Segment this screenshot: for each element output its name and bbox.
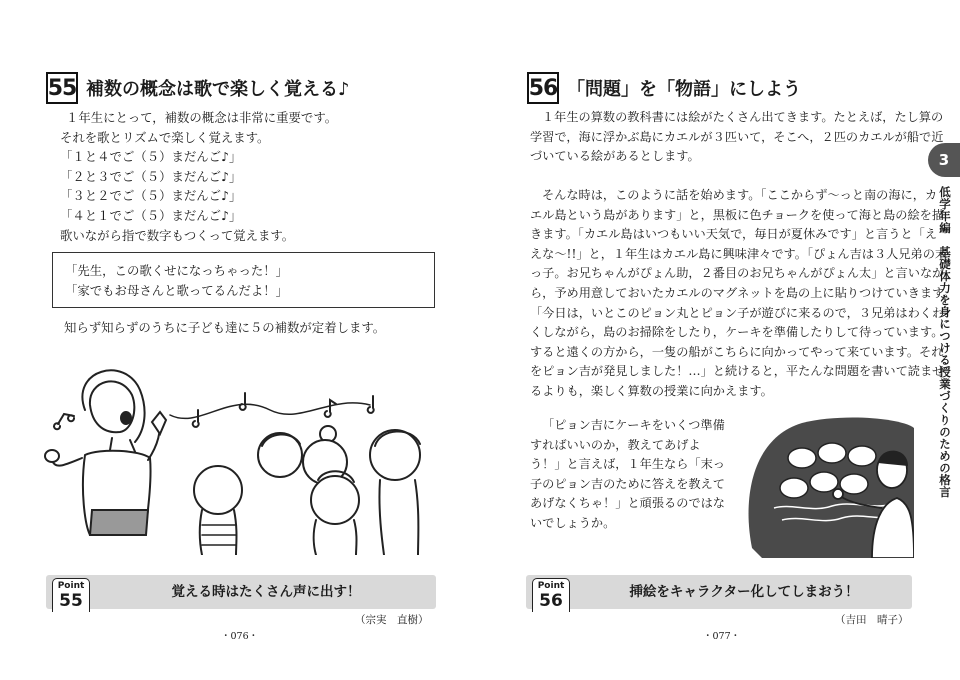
- quote-line: 「家でもお母さんと歌ってるんだよ！」: [65, 283, 289, 298]
- point-56-bar: [526, 575, 912, 609]
- text-line: 「２と３でご（５）まだんご♪」: [60, 168, 242, 184]
- text-line: 知らず知らずのうちに子ども達に５の補数が定着します。: [64, 320, 386, 335]
- section-56-heading: [527, 72, 801, 104]
- point-text: 挿絵をキャラクター化してしまおう！: [629, 584, 859, 600]
- text-line: っ子。お兄ちゃんがぴょん助，２番目のお兄ちゃんがぴょん太」と言いなが: [530, 266, 945, 281]
- author: （吉田 晴子）: [835, 614, 909, 626]
- point-number: 56: [539, 591, 563, 611]
- text-line: 子のピョン吉のために答えを教えて: [530, 476, 725, 491]
- text-line: ら，予め用意しておいたカエルのマグネットを島の上に貼りつけていきます。: [530, 285, 956, 300]
- text-line: １年生の算数の教科書には絵がたくさん出てきます。たとえば，たし算の: [542, 110, 944, 124]
- chapter-side-title: 低学年編 基礎体力を身につける授業づくりのための格言: [938, 186, 952, 498]
- text-line: 歌いながら指で数字もつくって覚えます。: [60, 227, 295, 243]
- intro-text: [60, 108, 337, 245]
- quote-line: 「先生，この歌くせになっちゃった！」: [65, 263, 289, 278]
- section-55-heading: [46, 72, 350, 104]
- text-line: るよりも，楽しく算数の授業に向かえます。: [530, 383, 773, 398]
- text-line: づいている絵があるとします。: [530, 149, 700, 164]
- text-line: あげなくちゃ！」と頑張るのではな: [530, 496, 725, 511]
- chapter-tab: 3: [928, 143, 960, 177]
- text-line: 「４と１でご（５）まだんご♪」: [60, 207, 242, 223]
- text-line: すればいいのか，教えてあげよ: [530, 437, 701, 452]
- text-line: そんな時は，このように話を始めます。「ここからず～っと南の海に，カ: [542, 188, 938, 202]
- point-text: 覚える時はたくさん声に出す！: [171, 584, 361, 600]
- page-number: ・077・: [703, 631, 741, 642]
- point-badge: [52, 578, 90, 612]
- author: （宗実 直樹）: [355, 614, 429, 626]
- text-line: 「ピョン吉にケーキをいくつ準備: [542, 418, 725, 432]
- text-line: えな～!!」と，１年生はカエル島に興味津々です。「ぴょん吉は３人兄弟の末: [530, 246, 948, 261]
- closing-text: [64, 318, 385, 338]
- section-number: 56: [527, 72, 559, 104]
- text-line: すると遠くの方から，一隻の船がこちらに向かってやって来ています。それ: [530, 344, 944, 359]
- point-55-bar: [46, 575, 436, 609]
- text-line: う！」と言えば，１年生なら「末っ: [530, 457, 725, 472]
- text-line: １年生にとって，補数の概念は非常に重要です。: [66, 110, 338, 125]
- section-title: 「問題」を「物語」にしよう: [567, 79, 801, 100]
- paragraph-3: [530, 416, 725, 534]
- point-label: Point: [537, 581, 565, 591]
- section-number: 55: [46, 72, 78, 104]
- quote-box: [52, 252, 435, 308]
- text-line: 「今日は，いとこのピョン丸とピョン子が遊びに来るので，３兄弟はわくわ: [530, 305, 945, 320]
- blackboard-frogs-illustration: [732, 408, 914, 558]
- text-line: くしながら，島のお掃除をしたり，ケーキを準備したりして待っています。: [530, 325, 944, 340]
- paragraph-1: [530, 108, 943, 167]
- point-number: 55: [59, 591, 83, 611]
- text-line: それを歌とリズムで楽しく覚えます。: [60, 129, 270, 145]
- point-label: Point: [57, 581, 85, 591]
- text-line: をピョン吉が発見しました！…」と続けると，平たんな問題を書いて読ませ: [530, 364, 945, 379]
- teacher-singing-illustration: [40, 350, 440, 555]
- left-page: [0, 0, 470, 680]
- page-number: ・076・: [221, 631, 259, 642]
- section-title: 補数の概念は歌で楽しく覚える♪: [86, 79, 350, 100]
- text-line: 「１と４でご（５）まだんご♪」: [60, 149, 242, 165]
- text-line: 「３と２でご（５）まだんご♪」: [60, 188, 242, 204]
- text-line: きます。「カエル島はいつもいい天気で，毎日が夏休みです」と言うと「え: [530, 227, 938, 242]
- paragraph-2: [530, 186, 955, 402]
- point-badge: [532, 578, 570, 612]
- text-line: 学習で，海に浮かぶ島にカエルが３匹いて，そこへ，２匹のカエルが船で近: [530, 129, 944, 144]
- text-line: エル島という島があります」と，黒板に色チョークを使って海と島の絵を描: [530, 207, 945, 222]
- right-page: [480, 0, 960, 680]
- text-line: いでしょうか。: [530, 515, 616, 530]
